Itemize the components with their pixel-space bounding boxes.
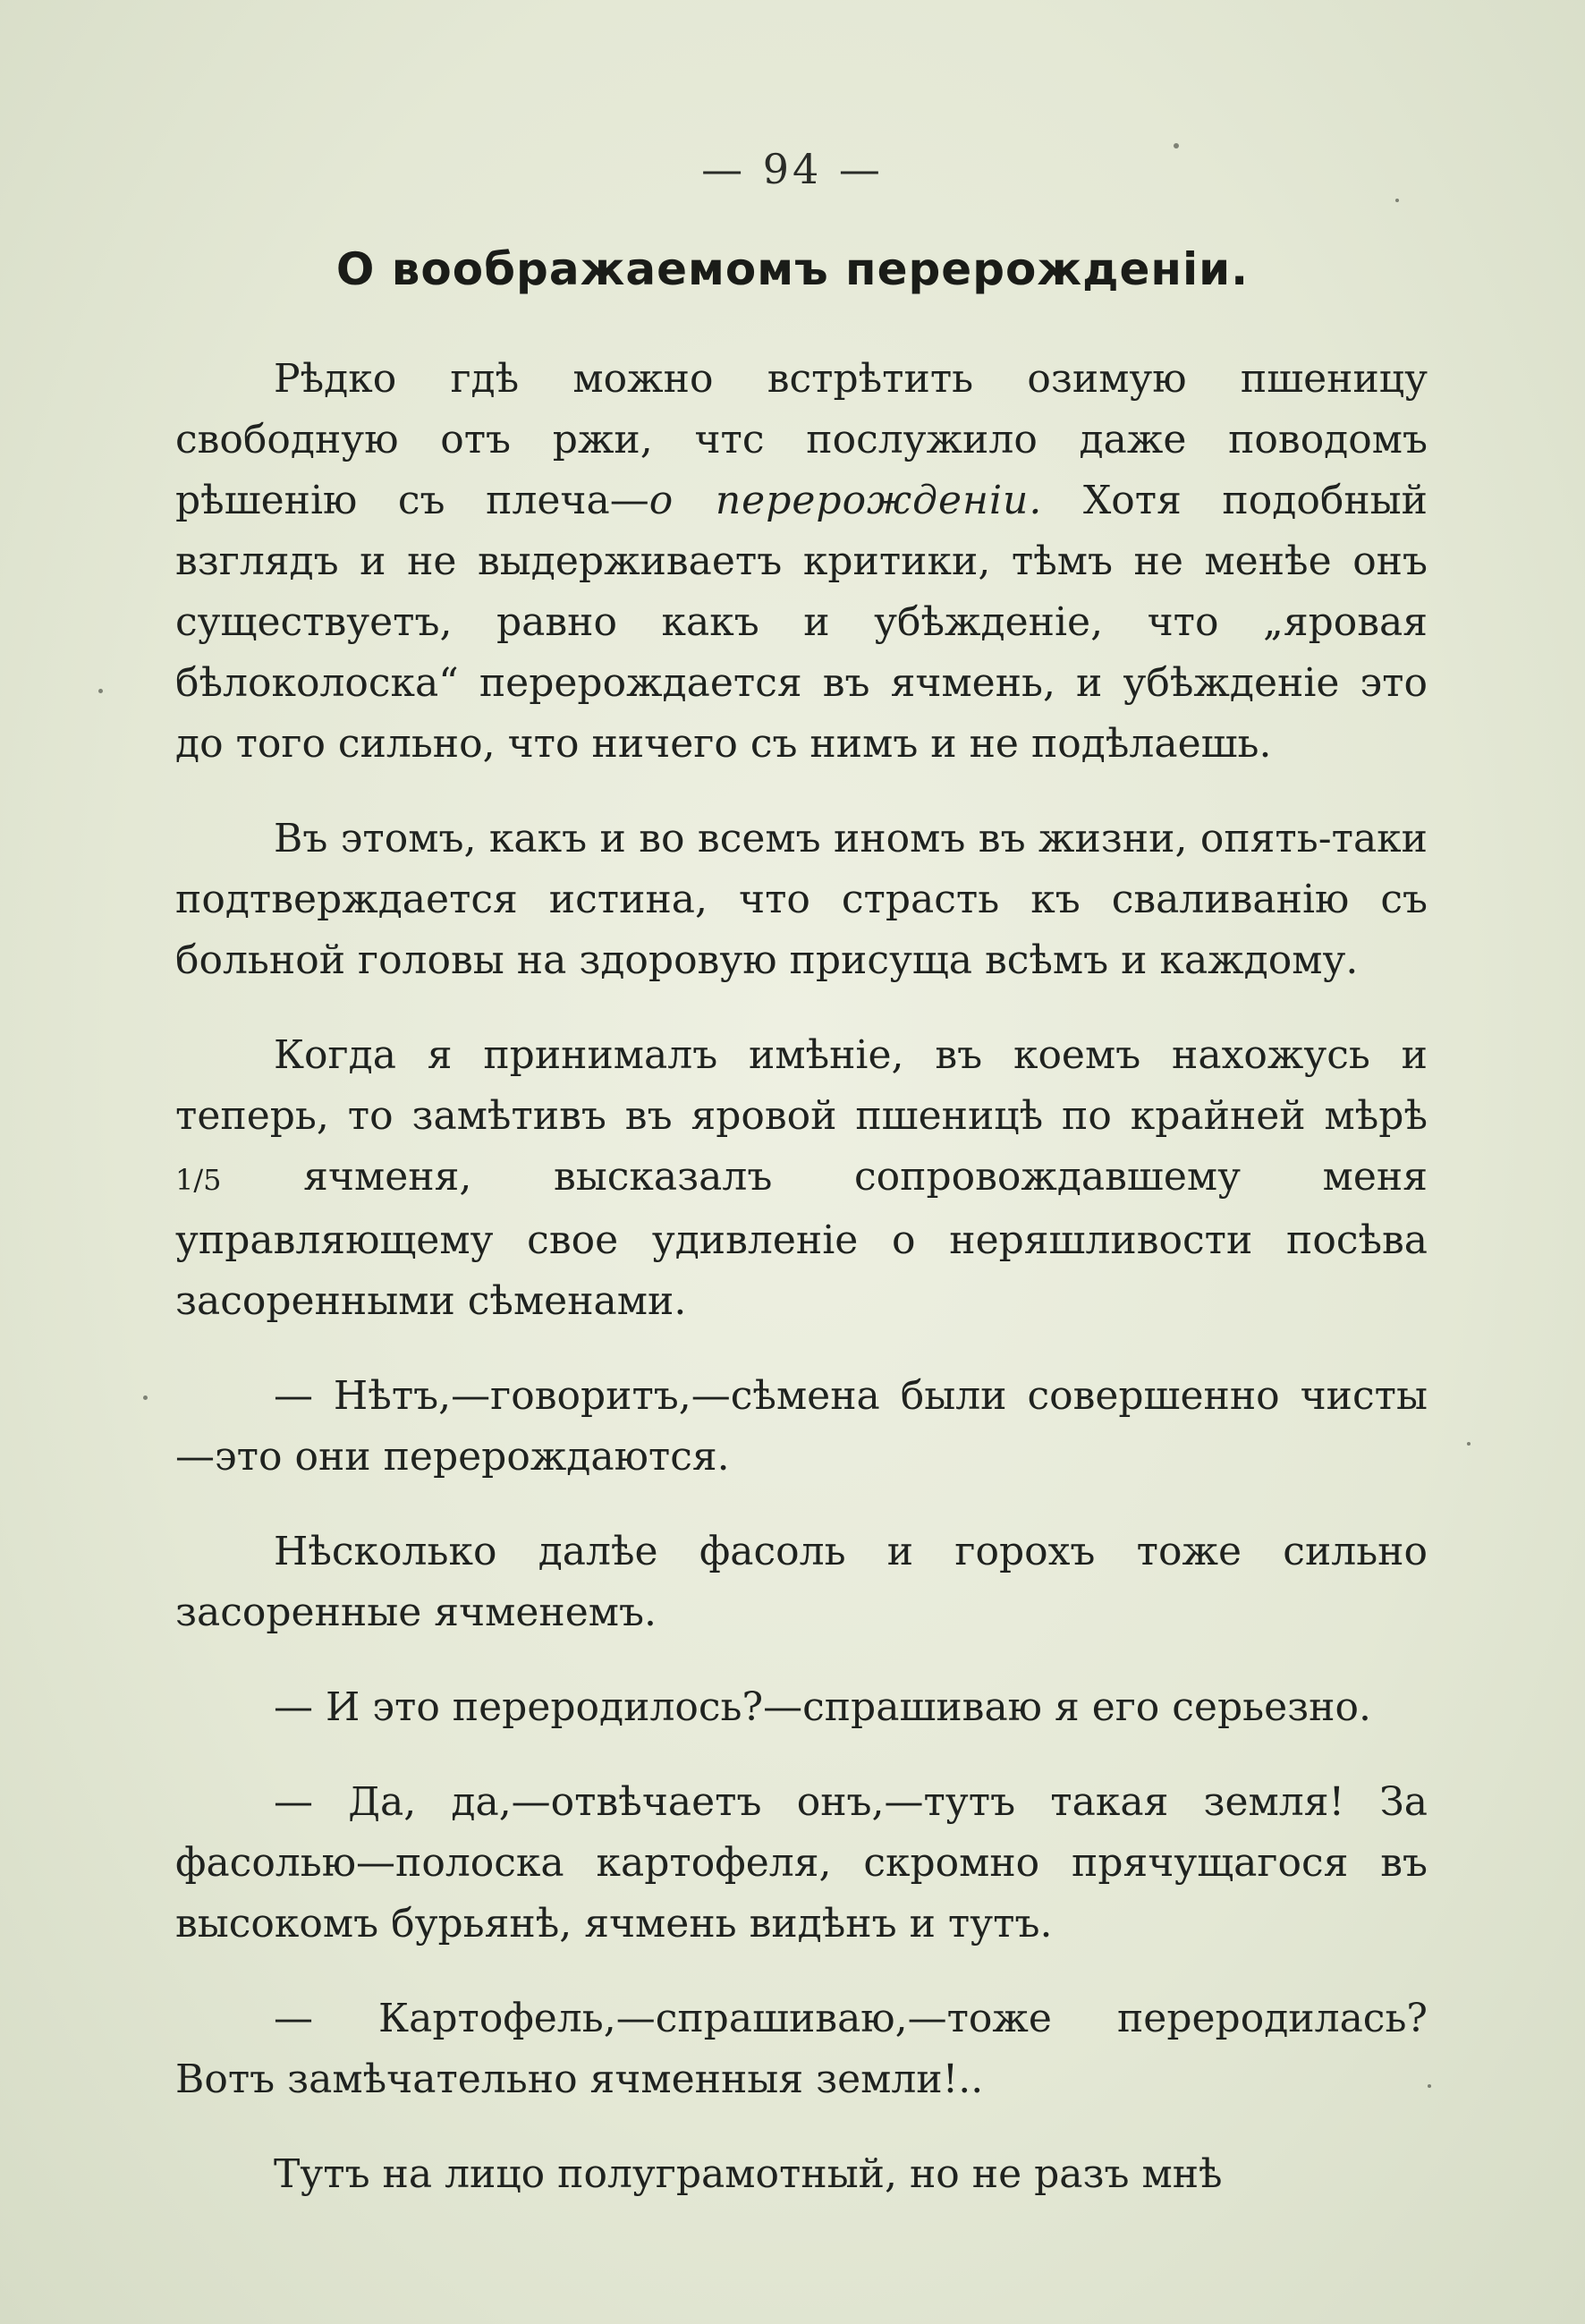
paragraph-1-text-a: Рѣдко гдѣ можно встрѣтить озимую пшеницу свободную отъ ржи, чтс послужило даже поводомъ рѣшенію съ плеча—: [175, 356, 1428, 523]
paragraph-3: [175, 1025, 1428, 1332]
paragraph-4: — Нѣтъ,—говоритъ,—сѣмена были совершенно чисты—это они перерождаются.: [175, 1373, 1428, 1480]
paragraph-3-text-a: Когда я принималъ имѣніе, въ коемъ нахожусь и теперь, то замѣтивъ въ яровой пшеницѣ по крайней мѣрѣ: [175, 1032, 1428, 1139]
paragraph-6: — И это переродилось?—спрашиваю я его серьезно.: [274, 1684, 1371, 1730]
paper-speck: [1467, 1442, 1471, 1446]
paragraph-5: Нѣсколько далѣе фасоль и горохъ тоже сильно засоренные ячменемъ.: [175, 1529, 1428, 1635]
paragraph-1-text-b: Хотя подобный взглядъ и не выдерживаетъ критики, тѣмъ не менѣе онъ существуетъ, равно какъ и убѣжденіе, что „яровая бѣлоколоска“ перерождается въ ячмень, и убѣжденіе это до того сильно, что ничего съ нимъ и не подѣлаешь.: [175, 478, 1428, 767]
paragraph-2: Въ этомъ, какъ и во всемъ иномъ въ жизни, опять-таки подтверждается истина, что страсть къ сваливанію съ больной головы на здоровую присуща всѣмъ и каждому.: [175, 816, 1428, 983]
paragraph-1: [175, 349, 1428, 775]
paper-speck: [1395, 199, 1399, 202]
fraction: 1/5: [175, 1163, 222, 1197]
paragraph-7: — Да, да,—отвѣчаетъ онъ,—тутъ такая земля! За фасолью—полоска картофеля, скромно прячущагося въ высокомъ бурьянѣ, ячмень видѣнъ и тутъ.: [175, 1779, 1428, 1947]
paragraph-9: Тутъ на лицо полуграмотный, но не разъ мнѣ: [274, 2151, 1223, 2197]
paragraph-3-text-b: ячменя, высказалъ сопровождавшему меня управляющему свое удивленіе о неряшливости посѣва засоренными сѣменами.: [175, 1154, 1428, 1324]
chapter-heading: О воображаемомъ перерожденіи.: [335, 243, 1250, 295]
paper-speck: [143, 1395, 148, 1400]
body-text: [175, 349, 1428, 2239]
paper-speck: [98, 689, 103, 693]
paragraph-8: — Картофель,—спрашиваю,—тоже переродилась? Вотъ замѣчательно ячменныя земли!..: [175, 1996, 1428, 2102]
page-number: — 94 —: [701, 145, 884, 193]
paper-speck: [1174, 143, 1179, 148]
paper-speck: [1428, 2084, 1431, 2088]
paragraph-1-italic: о перерожденіи.: [648, 478, 1043, 523]
